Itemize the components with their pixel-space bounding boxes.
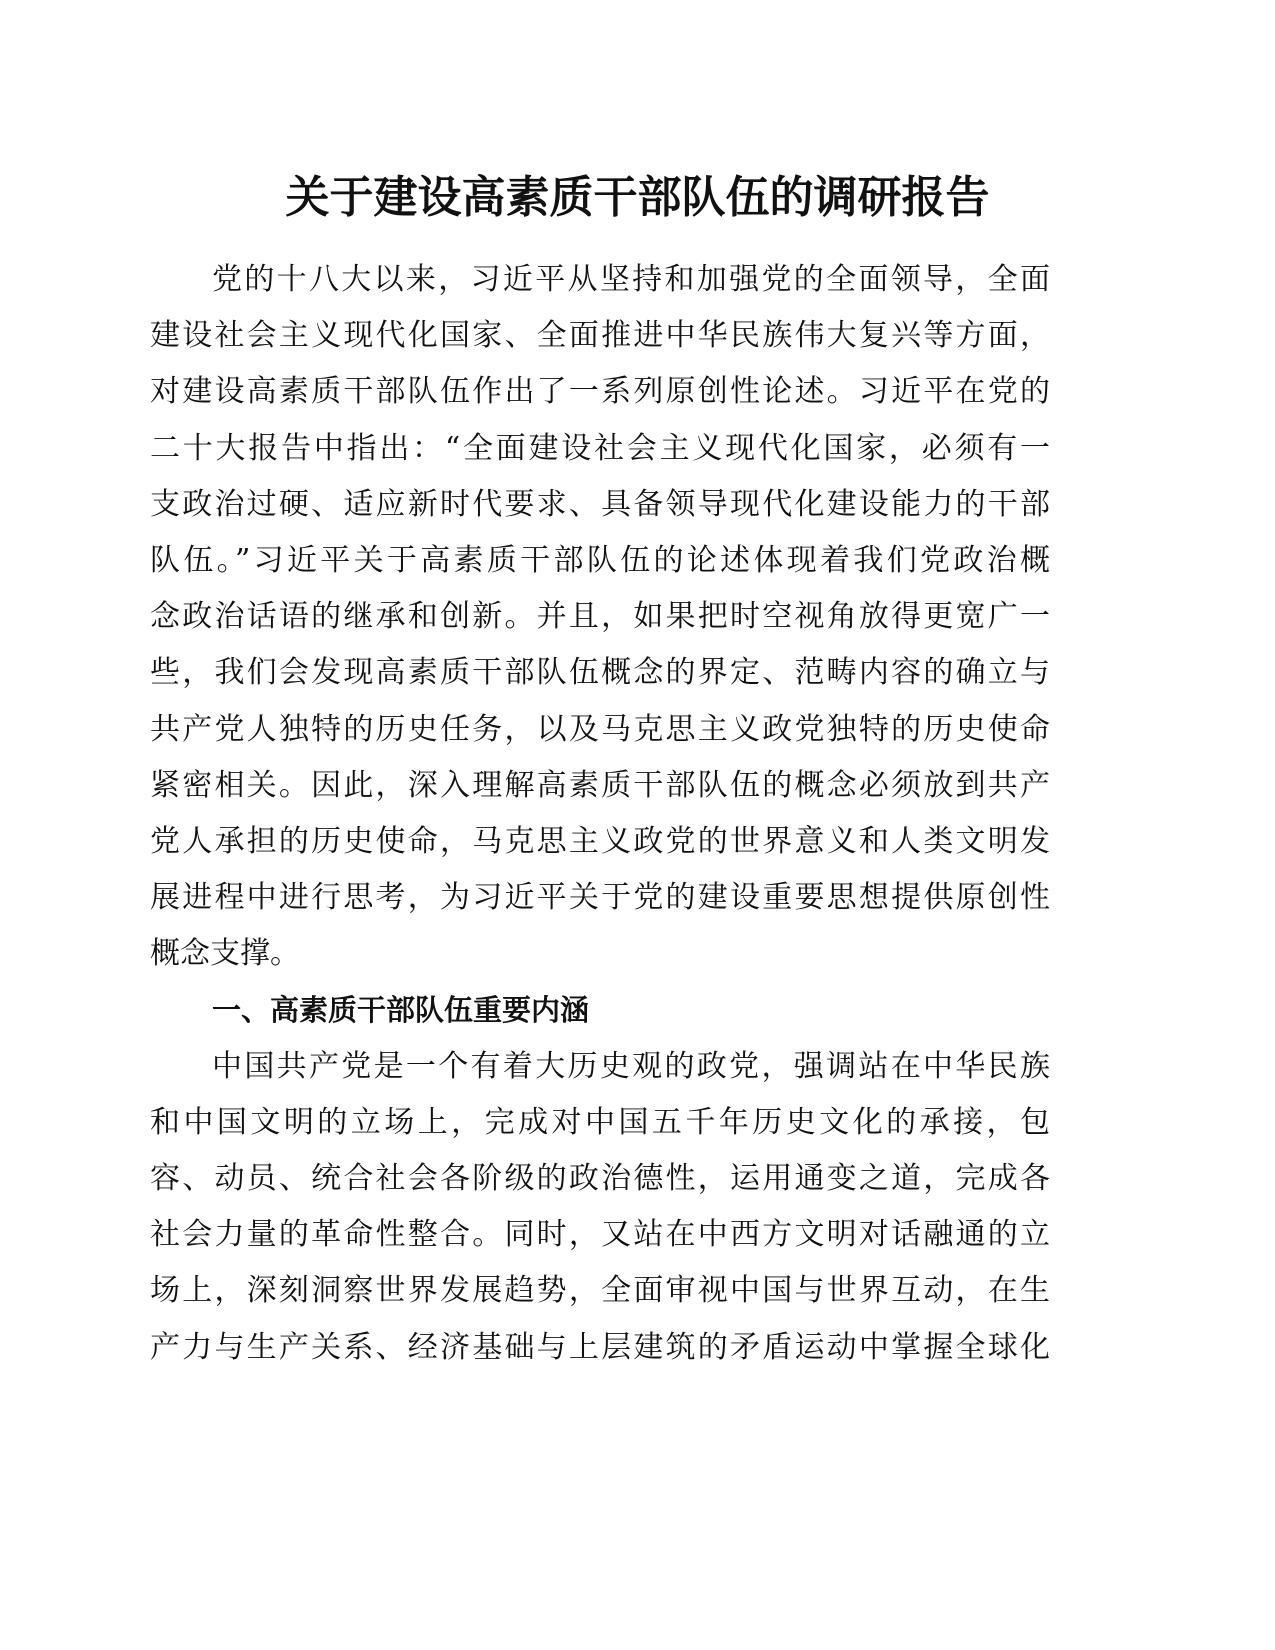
paragraph-1-line: 概念支撑。 [150, 936, 300, 972]
paragraph-1-line: 紧密相关。因此，深入理解高素质干部队伍的概念必须放到共产 [150, 767, 1050, 803]
paragraph-1-line: 对建设高素质干部队伍作出了一系列原创性论述。习近平在党的 [150, 374, 1050, 410]
paragraph-1-line: 队伍。”习近平关于高素质干部队伍的论述体现着我们党政治概 [150, 542, 1050, 578]
paragraph-1-line: 二十大报告中指出：“全面建设社会主义现代化国家，必须有一 [150, 430, 1050, 466]
paragraph-1-line: 共产党人独特的历史任务，以及马克思主义政党独特的历史使命 [150, 711, 1050, 747]
paragraph-2-line: 社会力量的革命性整合。同时，又站在中西方文明对话融通的立 [150, 1217, 1050, 1253]
paragraph-1-line: 展进程中进行思考，为习近平关于党的建设重要思想提供原创性 [150, 880, 1050, 916]
document-body [150, 252, 1050, 1376]
paragraph-2-line: 中国共产党是一个有着大历史观的政党，强调站在中华民族 [212, 1048, 1050, 1084]
section-1-heading: 一、高素质干部队伍重要内涵 [212, 993, 590, 1028]
paragraph-2-line: 容、动员、统合社会各阶级的政治德性，运用通变之道，完成各 [150, 1161, 1050, 1196]
paragraph-1-line: 党的十八大以来，习近平从坚持和加强党的全面领导，全面 [212, 262, 1050, 297]
paragraph-2-line: 和中国文明的立场上，完成对中国五千年历史文化的承接，包 [150, 1104, 1050, 1140]
paragraph-1-line: 念政治话语的继承和创新。并且，如果把时空视角放得更宽广一 [150, 599, 1050, 635]
paragraph-1-line: 些，我们会发现高素质干部队伍概念的界定、范畴内容的确立与 [150, 655, 1050, 691]
paragraph-2-line: 场上，深刻洞察世界发展趋势，全面审视中国与世界互动，在生 [150, 1273, 1050, 1309]
document-title: 关于建设高素质干部队伍的调研报告 [285, 172, 990, 223]
paragraph-1-line: 建设社会主义现代化国家、全面推进中华民族伟大复兴等方面， [150, 318, 1050, 354]
paragraph-2-line: 产力与生产关系、经济基础与上层建筑的矛盾运动中掌握全球化 [150, 1329, 1050, 1365]
paragraph-1-line: 支政治过硬、适应新时代要求、具备领导现代化建设能力的干部 [150, 486, 1050, 522]
paragraph-1-line: 党人承担的历史使命，马克思主义政党的世界意义和人类文明发 [150, 823, 1050, 859]
